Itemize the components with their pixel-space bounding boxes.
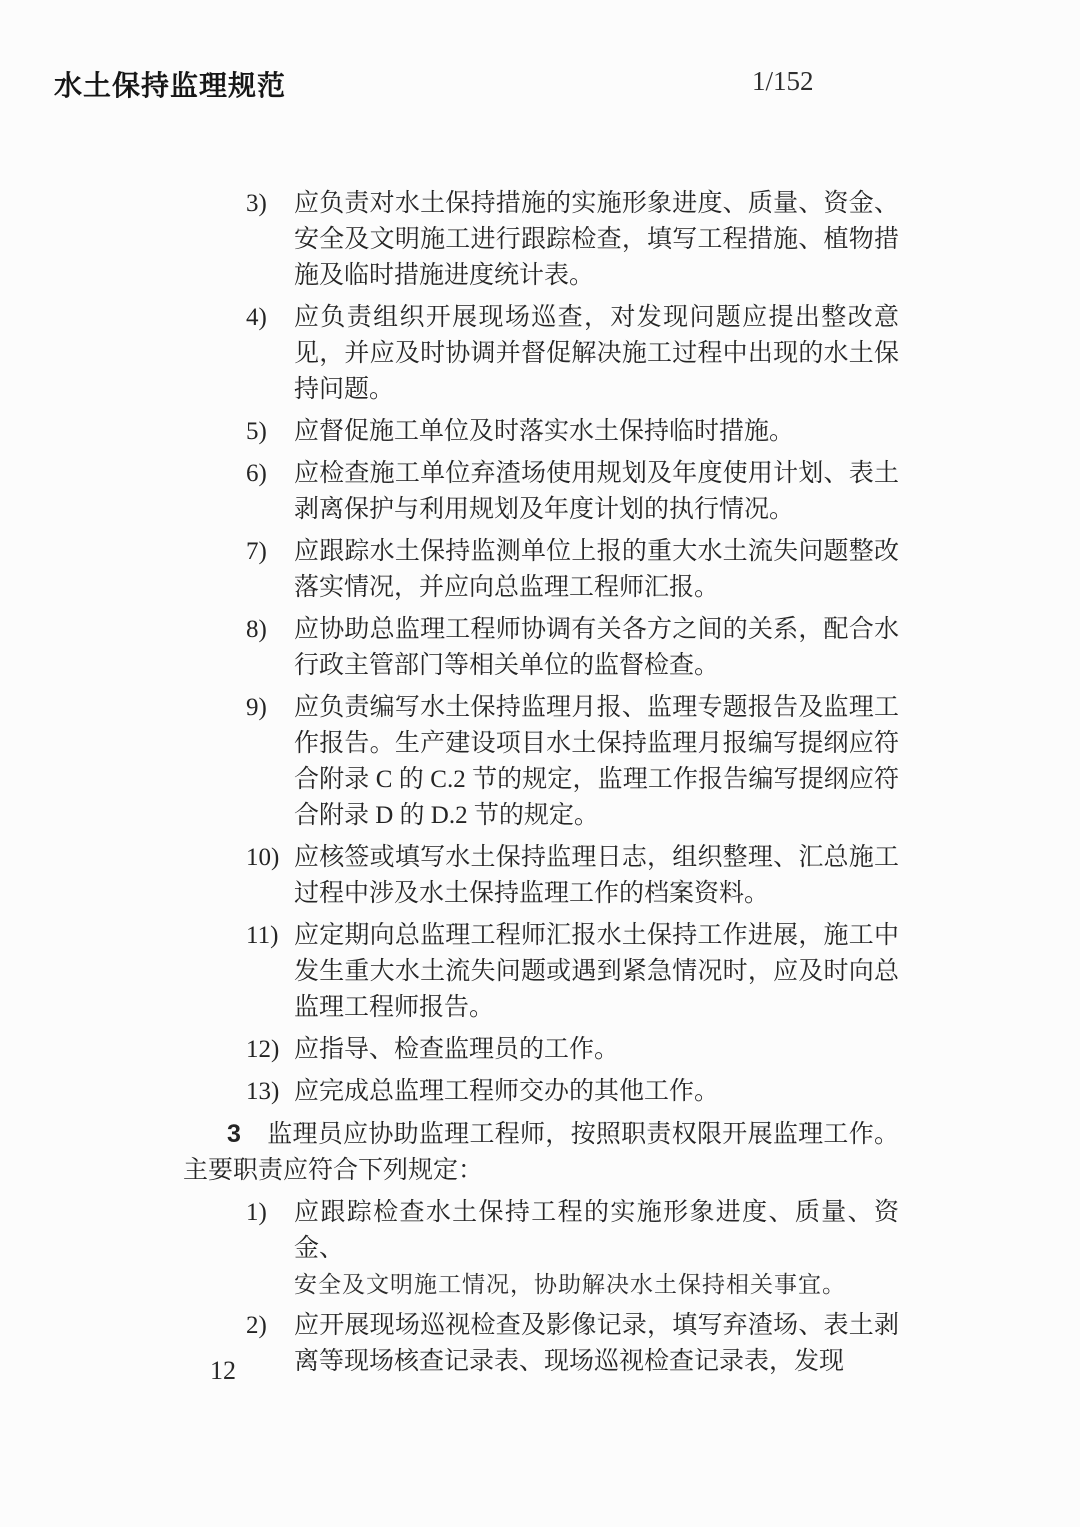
list-item-text: 应指导、检查监理员的工作。 bbox=[294, 1036, 620, 1063]
list-item-text: 应负责编写水土保持监理月报、监理专题报告及监理工作报告。生产建设项目水土保持监理月报编写提纲应符合附录 C 的 C.2 节的规定，监理工作报告编写提纲应符合附录 D 的 D.2 节的规定。 bbox=[294, 694, 899, 829]
list-item-text: 应完成总监理工程师交办的其他工作。 bbox=[294, 1078, 720, 1105]
sub-list-item-1 bbox=[183, 1195, 899, 1302]
list-item-text: 应检查施工单位弃渣场使用规划及年度使用计划、表土剥离保护与利用规划及年度计划的执行情况。 bbox=[294, 460, 899, 523]
list-item-number: 10) bbox=[246, 844, 280, 871]
list-item-number: 7) bbox=[246, 538, 267, 565]
list-item-13 bbox=[183, 1074, 899, 1110]
list-item-12 bbox=[183, 1032, 899, 1068]
list-item-4 bbox=[183, 300, 899, 408]
list-item-11 bbox=[183, 918, 899, 1026]
footer-page-number: 12 bbox=[210, 1356, 236, 1385]
list-item-5 bbox=[183, 414, 899, 450]
sub-list-item-2 bbox=[183, 1308, 899, 1380]
list-item-text: 应定期向总监理工程师汇报水土保持工作进展，施工中发生重大水土流失问题或遇到紧急情况时，应及时向总监理工程师报告。 bbox=[294, 922, 899, 1021]
list-item-text: 应协助总监理工程师协调有关各方之间的关系，配合水行政主管部门等相关单位的监督检查。 bbox=[294, 616, 899, 679]
list-item-text: 应负责组织开展现场巡查，对发现问题应提出整改意见，并应及时协调并督促解决施工过程中出现的水土保持问题。 bbox=[294, 304, 899, 403]
list-item-10 bbox=[183, 840, 899, 912]
list-item-text: 应跟踪水土保持监测单位上报的重大水土流失问题整改落实情况，并应向总监理工程师汇报。 bbox=[294, 538, 899, 601]
list-item-text bbox=[294, 1195, 899, 1302]
list-item-number: 13) bbox=[246, 1078, 280, 1105]
header-doc-title: 水土保持监理规范 bbox=[54, 70, 287, 101]
list-item-number: 9) bbox=[246, 694, 267, 721]
list-item-text: 应督促施工单位及时落实水土保持临时措施。 bbox=[294, 418, 795, 445]
list-item-9 bbox=[183, 690, 899, 834]
list-item-number: 11) bbox=[246, 922, 279, 949]
list-item-number: 8) bbox=[246, 616, 267, 643]
list-item-number: 2) bbox=[246, 1312, 267, 1339]
list-item-7 bbox=[183, 534, 899, 606]
clause-paragraph bbox=[183, 1116, 899, 1189]
list-item-number: 12) bbox=[246, 1036, 280, 1063]
list-item-number: 5) bbox=[246, 418, 267, 445]
list-item-number: 4) bbox=[246, 304, 267, 331]
list-item-number: 6) bbox=[246, 460, 267, 487]
list-item-text: 应开展现场巡视检查及影像记录，填写弃渣场、表土剥离等现场核查记录表、现场巡视检查记录表，发现 bbox=[294, 1312, 899, 1375]
document-body bbox=[183, 186, 899, 1386]
clause-number: 3 bbox=[227, 1120, 241, 1148]
header-page-indicator: 1/152 bbox=[752, 66, 814, 96]
list-item-number: 1) bbox=[246, 1199, 267, 1226]
list-item-text: 应负责对水土保持措施的实施形象进度、质量、资金、安全及文明施工进行跟踪检查，填写工程措施、植物措施及临时措施进度统计表。 bbox=[294, 190, 899, 289]
list-item-text: 应核签或填写水土保持监理日志，组织整理、汇总施工过程中涉及水土保持监理工作的档案资料。 bbox=[294, 844, 899, 907]
sub-item-line-2: 安全及文明施工情况，协助解决水土保持相关事宜。 bbox=[294, 1272, 846, 1297]
clause-text: 监理员应协助监理工程师，按照职责权限开展监理工作。主要职责应符合下列规定： bbox=[183, 1121, 899, 1184]
sub-item-line-1: 应跟踪检查水土保持工程的实施形象进度、质量、资金、 bbox=[294, 1199, 899, 1262]
list-item-8 bbox=[183, 612, 899, 684]
list-item-3 bbox=[183, 186, 899, 294]
list-item-6 bbox=[183, 456, 899, 528]
list-item-number: 3) bbox=[246, 190, 267, 217]
